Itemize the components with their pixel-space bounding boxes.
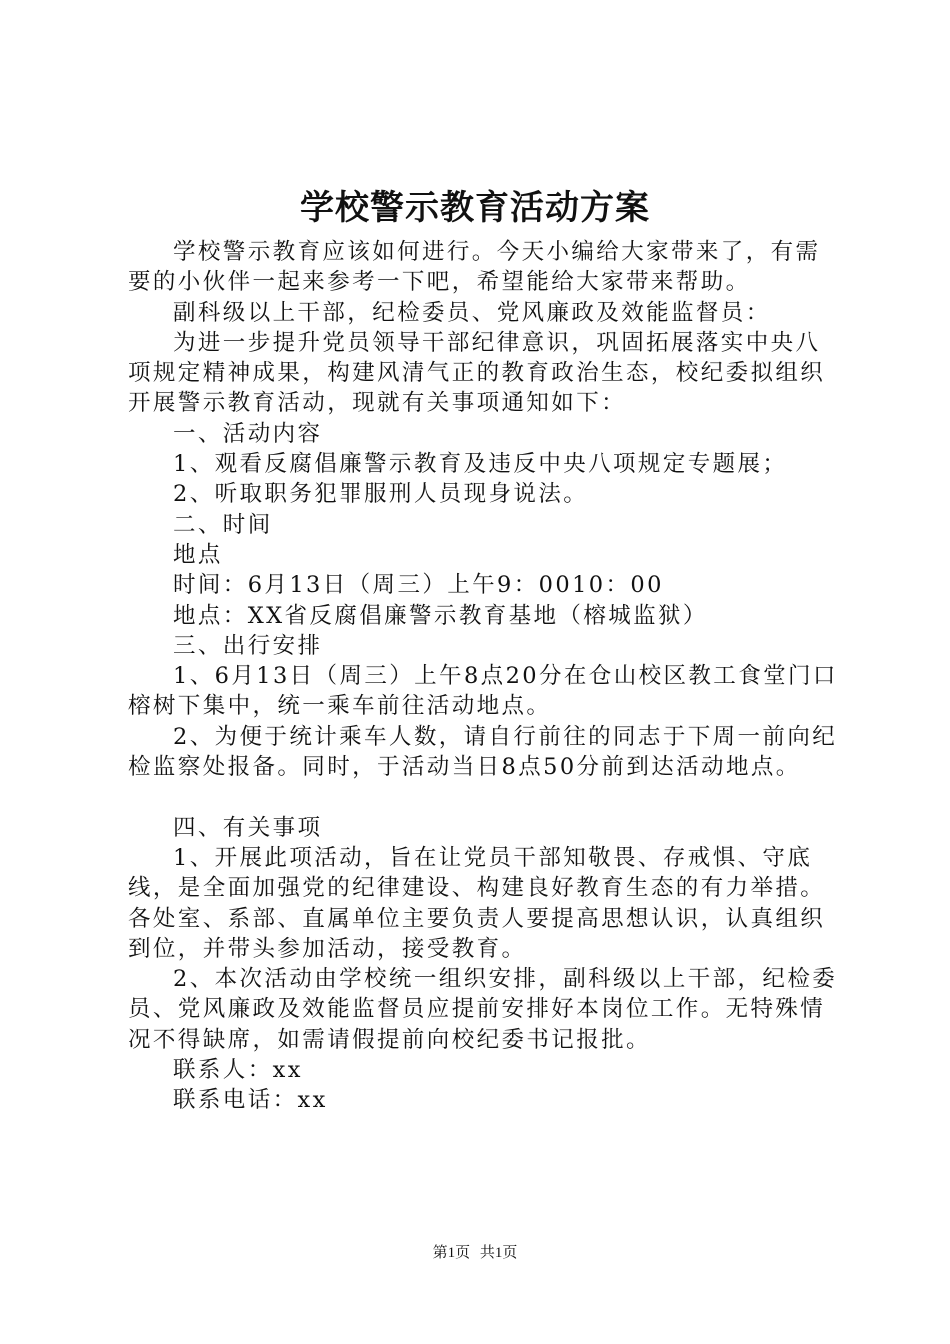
- contact-phone: 联系电话：xx: [173, 1087, 328, 1114]
- blank-line: [128, 782, 843, 812]
- paragraph-purpose: 为进一步提升党员领导干部纪律意识，巩固拓展落实中央八项规定精神成果，构建风清气正的教育政治生态，校纪委拟组织开展警示教育活动，现就有关事项通知如下：: [128, 329, 826, 417]
- list-item: 2、为便于统计乘车人数，请自行前往的同志于下周一前向纪检监察处报备。同时，于活动当日8点50分前到达活动地点。: [128, 723, 838, 781]
- list-item: 1、6月13日（周三）上午8点20分在仓山校区教工食堂门口榕树下集中，统一乘车前往活动地点。: [128, 663, 838, 720]
- section-heading-location: 地点: [173, 541, 223, 568]
- list-item: 1、开展此项活动，旨在让党员干部知敬畏、存戒惧、守底线，是全面加强党的纪律建设、构建良好教育生态的有力举措。各处室、系部、直属单位主要负责人要提高思想认识，认真组织到位，并带头参加活动，接受教育。: [128, 844, 826, 962]
- section-heading-content: 一、活动内容: [173, 420, 323, 447]
- section-heading-matters: 四、有关事项: [173, 814, 323, 841]
- list-item: 2、本次活动由学校统一组织安排，副科级以上干部，纪检委员、党风廉政及效能监督员应提前安排好本岗位工作。无特殊情况不得缺席，如需请假提前向校纪委书记报批。: [128, 966, 838, 1053]
- list-item: 2、听取职务犯罪服刑人员现身说法。: [173, 481, 589, 508]
- page-footer: [0, 1243, 950, 1263]
- page-number: 第1页: [432, 1245, 471, 1261]
- paragraph-addressee: 副科级以上干部，纪检委员、党风廉政及效能监督员：: [173, 299, 771, 326]
- contact-person: 联系人：xx: [173, 1057, 303, 1084]
- page-total: 共1页: [479, 1245, 518, 1261]
- paragraph-intro: 学校警示教育应该如何进行。今天小编给大家带来了，有需要的小伙伴一起来参考一下吧，希望能给大家带来帮助。: [128, 239, 821, 296]
- location-line: 地点：XX省反腐倡廉警示教育基地（榕城监狱）: [173, 602, 708, 629]
- section-heading-travel: 三、出行安排: [173, 632, 323, 659]
- time-line: 时间：6月13日（周三）上午9：0010：00: [173, 572, 664, 599]
- document-body: [128, 237, 843, 1116]
- list-item: 1、观看反腐倡廉警示教育及违反中央八项规定专题展；: [173, 451, 788, 478]
- section-heading-time: 二、时间: [173, 511, 273, 538]
- page-title: 学校警示教育活动方案: [300, 188, 650, 228]
